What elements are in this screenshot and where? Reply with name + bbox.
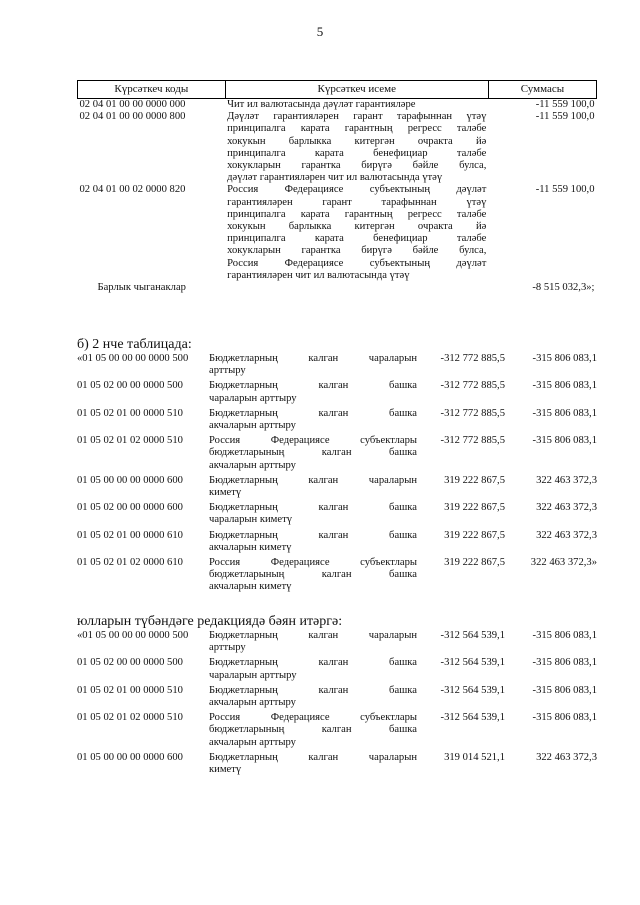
page-number: 5	[316, 24, 324, 39]
indicator-code: 01 05 02 01 00 0000 610	[77, 529, 183, 541]
indicator-name	[209, 432, 417, 472]
indicator-name	[209, 630, 417, 654]
name-line: акчаларын киметү	[209, 541, 292, 553]
name-line: бюджетларының калган башка	[209, 447, 417, 459]
header-name: Күрсәткеч исеме	[225, 81, 488, 99]
name-line: Россия Федерациясе субъектлары	[209, 435, 417, 447]
total-amount: -8 515 032,3»;	[532, 282, 595, 294]
amount-year-1: 319 222 867,5	[444, 557, 505, 569]
indicator-code: 01 05 02 00 00 0000 500	[77, 657, 183, 669]
name-line: Бюджетларның калган башка	[209, 657, 417, 669]
amount-year-2: -315 806 083,1	[532, 435, 597, 447]
table-2-new	[77, 630, 597, 776]
amount-year-1: -312 564 539,1	[440, 630, 505, 641]
indicator-code: 01 05 02 00 00 0000 600	[77, 502, 183, 514]
name-line: гарантияләрен гарант тарафыннан үтәү	[227, 196, 487, 208]
indicator-code: 01 05 02 01 02 0000 510	[77, 435, 183, 447]
name-line: акчаларын киметү	[209, 581, 292, 593]
amount-year-1: 319 014 521,1	[444, 751, 505, 763]
indicator-name	[209, 749, 417, 776]
amount-year-2: -315 806 083,1	[532, 657, 597, 669]
amount-year-2: -315 806 083,1	[532, 630, 597, 641]
table-row	[77, 405, 597, 432]
indicator-name	[209, 405, 417, 432]
name-line: Чит ил валютасында дәүләт гарантияләре	[227, 99, 416, 110]
name-line: гарантияләрен чит ил валютасында үтәү	[227, 269, 410, 281]
name-line: Бюджетларның калган чараларын	[209, 630, 417, 641]
indicator-name	[225, 99, 488, 112]
table-row	[77, 353, 597, 377]
name-line: киметү	[209, 764, 242, 776]
name-line: киметү	[209, 487, 242, 499]
indicator-amount: -11 559 100,0	[535, 99, 595, 110]
table-2-old	[77, 353, 597, 594]
indicator-code: 01 05 02 01 00 0000 510	[77, 407, 183, 419]
name-line: Бюджетларның калган башка	[209, 684, 417, 696]
amount-year-2: -315 806 083,1	[532, 353, 597, 364]
amount-year-1: -312 772 885,5	[440, 435, 505, 447]
amount-year-2: 322 463 372,3	[536, 474, 597, 486]
indicator-code: 01 05 00 00 00 0000 600	[77, 751, 183, 763]
table-row	[78, 99, 597, 112]
indicator-code: «01 05 00 00 00 0000 500	[77, 630, 189, 641]
amount-year-1: 319 222 867,5	[444, 474, 505, 486]
amount-year-1: 319 222 867,5	[444, 529, 505, 541]
indicator-name	[225, 184, 488, 282]
table-row	[78, 111, 597, 184]
indicator-code: «01 05 00 00 00 0000 500	[77, 353, 189, 364]
amount-year-1: -312 564 539,1	[440, 712, 505, 724]
total-row	[78, 282, 597, 294]
indicator-name	[209, 654, 417, 681]
indicator-table	[77, 80, 597, 294]
amount-year-2: -315 806 083,1	[532, 712, 597, 724]
name-line: Бюджетларның калган башка	[209, 529, 417, 541]
name-line: чараларын арттыру	[209, 392, 297, 404]
indicator-name	[225, 111, 488, 184]
table-row	[77, 432, 597, 472]
indicator-code: 02 04 01 00 02 0000 820	[79, 184, 186, 196]
indicator-name	[209, 527, 417, 554]
amount-year-1: -312 564 539,1	[440, 657, 505, 669]
amount-year-2: 322 463 372,3»	[530, 557, 597, 569]
name-line: Россия Федерациясе субъектының дәүләт	[227, 257, 487, 269]
name-line: хокукларын гарантка бирүгә бәйле булса,	[227, 160, 487, 172]
indicator-name	[209, 472, 417, 499]
amount-year-2: 322 463 372,3	[536, 502, 597, 514]
indicator-code: 01 05 02 01 02 0000 610	[77, 557, 183, 569]
indicator-name	[209, 353, 417, 377]
amount-year-1: -312 772 885,5	[440, 353, 505, 364]
indicator-code: 01 05 02 01 00 0000 510	[77, 684, 183, 696]
amount-year-2: -315 806 083,1	[532, 407, 597, 419]
name-line: арттыру	[209, 365, 246, 377]
amount-year-2: -315 806 083,1	[532, 684, 597, 696]
name-line: акчаларын арттыру	[209, 736, 296, 748]
name-line: Бюджетларның калган чараларын	[209, 751, 417, 763]
indicator-code: 01 05 00 00 00 0000 600	[77, 474, 183, 486]
name-line: принципалга карата бенефициар таләбе	[227, 147, 487, 159]
table-row	[77, 377, 597, 404]
table-row	[77, 709, 597, 749]
name-line: бюджетларының калган башка	[209, 569, 417, 581]
name-line: бюджетларының калган башка	[209, 724, 417, 736]
amount-year-2: 322 463 372,3	[536, 529, 597, 541]
total-label: Барлык чыганаклар	[97, 282, 186, 294]
indicator-name	[209, 377, 417, 404]
name-line: Россия Федерациясе субъектының дәүләт	[227, 184, 487, 196]
name-line: хокукын барлыкка китергән очракта йә	[227, 221, 487, 233]
name-line: хокукын барлыкка китергән очракта йә	[227, 135, 487, 147]
table-row	[77, 527, 597, 554]
amount-year-1: 319 222 867,5	[444, 502, 505, 514]
header-code: Күрсәткеч коды	[78, 81, 226, 99]
name-line: принципалга карата гарантның регресс таләбе	[227, 123, 487, 135]
amount-year-1: -312 772 885,5	[440, 380, 505, 392]
table-row	[77, 554, 597, 594]
indicator-name	[209, 499, 417, 526]
name-line: Дәүләт гарантияләрен гарант тарафыннан үтәү	[227, 111, 487, 123]
indicator-code: 02 04 01 00 00 0000 000	[79, 99, 186, 110]
name-line: дәүләт гарантияләрен чит ил валютасында үтәү	[227, 172, 443, 184]
table-row	[77, 654, 597, 681]
name-line: принципалга карата гарантның регресс таләбе	[227, 208, 487, 220]
name-line: Бюджетларның калган башка	[209, 502, 417, 514]
indicator-name	[209, 554, 417, 594]
amount-year-1: -312 564 539,1	[440, 684, 505, 696]
name-line: акчаларын арттыру	[209, 459, 296, 471]
section-heading-new: юлларын түбәндәге редакциядә бәян итәргә:	[77, 614, 343, 629]
indicator-code: 01 05 02 01 02 0000 510	[77, 712, 183, 724]
indicator-code: 02 04 01 00 00 0000 800	[79, 111, 186, 123]
table-row	[77, 499, 597, 526]
name-line: Бюджетларның калган башка	[209, 380, 417, 392]
name-line: Бюджетларның калган башка	[209, 407, 417, 419]
name-line: Россия Федерациясе субъектлары	[209, 712, 417, 724]
header-amount: Суммасы	[488, 81, 596, 99]
name-line: арттыру	[209, 642, 246, 654]
name-line: чараларын киметү	[209, 514, 292, 526]
table-row	[77, 682, 597, 709]
amount-year-2: -315 806 083,1	[532, 380, 597, 392]
indicator-name	[209, 682, 417, 709]
section-heading-b: б) 2 нче таблицада:	[77, 337, 192, 352]
amount-year-2: 322 463 372,3	[536, 751, 597, 763]
name-line: акчаларын арттыру	[209, 420, 296, 432]
indicator-amount: -11 559 100,0	[535, 111, 595, 123]
indicator-code: 01 05 02 00 00 0000 500	[77, 380, 183, 392]
table-row	[77, 630, 597, 654]
name-line: принципалга карата бенефициар таләбе	[227, 233, 487, 245]
name-line: Бюджетларның калган чараларын	[209, 474, 417, 486]
name-line: Бюджетларның калган чараларын	[209, 353, 417, 364]
table-row	[78, 184, 597, 282]
table-row	[77, 749, 597, 776]
name-line: Россия Федерациясе субъектлары	[209, 557, 417, 569]
amount-year-1: -312 772 885,5	[440, 407, 505, 419]
indicator-amount: -11 559 100,0	[535, 184, 595, 196]
table-row	[77, 472, 597, 499]
indicator-name	[209, 709, 417, 749]
name-line: акчаларын арттыру	[209, 697, 296, 709]
name-line: хокукларын гарантка бирүгә бәйле булса,	[227, 245, 487, 257]
name-line: чараларын арттыру	[209, 669, 297, 681]
